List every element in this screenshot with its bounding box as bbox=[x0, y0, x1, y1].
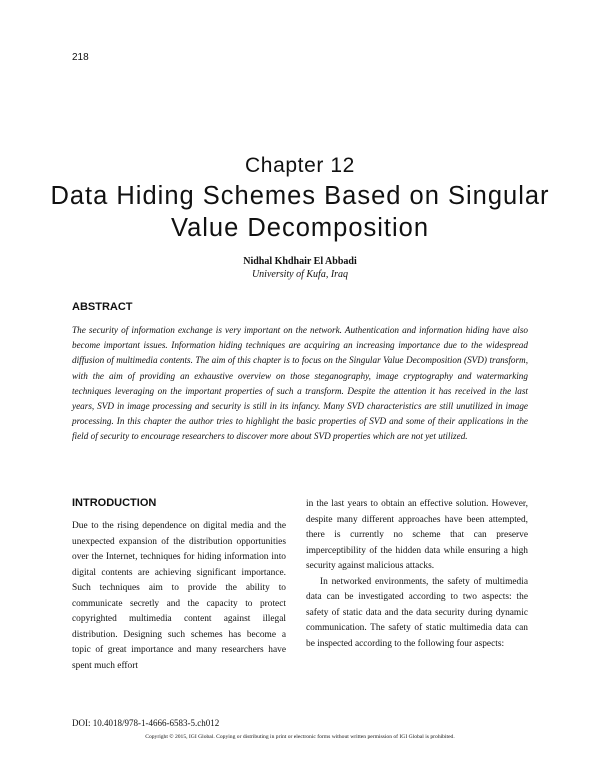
introduction-left-column bbox=[72, 519, 286, 674]
introduction-right-column bbox=[306, 497, 528, 652]
author-affiliation: University of Kufa, Iraq bbox=[251, 269, 349, 280]
introduction-paragraph-1: Due to the rising dependence on digital media and the unexpected expansion of the distribution opportunities over the Internet, techniques for hiding information into digital contents are achieving significant importance. Such techniques aim to provide the ability to communicate secretly and the capacity to protect copyrighted multimedia content against illegal distribution. Designing such schemes has become a topic of great importance and many researchers have spent much effort bbox=[72, 521, 286, 671]
author-name: Nidhal Khdhair El Abbadi bbox=[243, 256, 357, 267]
introduction-paragraph-2: In networked environments, the safety of multimedia data can be investigated according to two aspects: the safety of static data and the data security during dynamic communication. The safety of static multimedia data can be inspected according to the following four aspects: bbox=[306, 576, 528, 649]
chapter-label: Chapter 12 bbox=[245, 154, 355, 177]
introduction-paragraph-1-continued: in the last years to obtain an effective solution. However, despite many different approaches have been attempted, there is currently no scheme that can preserve imperceptibility of the hidden data while ensuring a high security against malicious attacks. bbox=[306, 499, 528, 571]
introduction-heading: INTRODUCTION bbox=[72, 497, 157, 509]
doi-line: DOI: 10.4018/978-1-4666-6583-5.ch012 bbox=[72, 718, 220, 728]
chapter-title: Data Hiding Schemes Based on Singular Value Decomposition bbox=[50, 182, 550, 242]
page-number: 218 bbox=[72, 52, 89, 63]
copyright-notice: Copyright © 2015, IGI Global. Copying or distributing in print or electronic forms without written permission of IGI Global is prohibited. bbox=[145, 734, 455, 740]
abstract-text: The security of information exchange is very important on the network. Authentication and information hiding have also become important issues. Information hiding techniques are acquiring an increasing importance due to the widespread diffusion of multimedia contents. The aim of this chapter is to focus on the Singular Value Decomposition (SVD) transform, with the aim of providing an exhaustive overview on those steganography, image cryptography and watermarking techniques leveraging on the important properties of such a transform. Despite the attention it has received in the last years, SVD in image processing and security is still in its infancy. Many SVD characteristics are still unutilized in image processing. In this chapter the author tries to highlight the basic properties of SVD and some of their applications in the field of security to encourage researchers to discover more about SVD properties which are not yet utilized. bbox=[72, 325, 528, 442]
author-block bbox=[0, 255, 600, 281]
abstract-heading: ABSTRACT bbox=[72, 301, 133, 313]
